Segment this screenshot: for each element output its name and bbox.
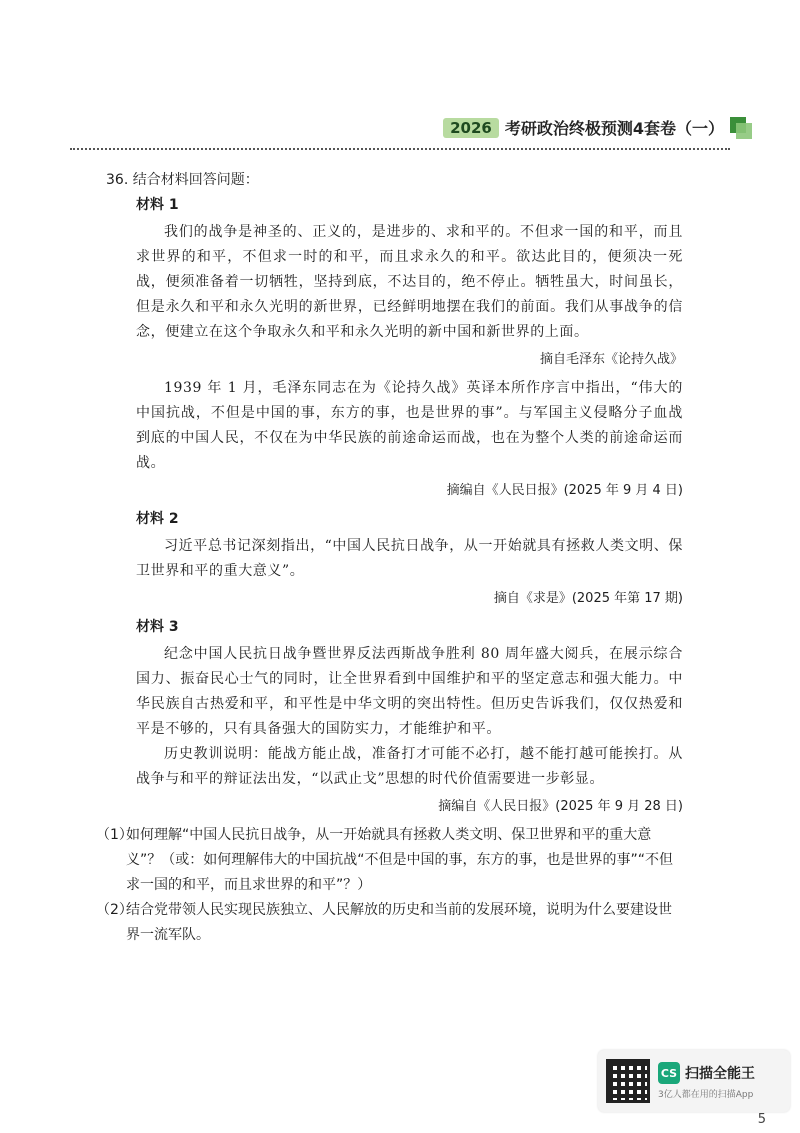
material-2-paragraph: 习近平总书记深刻指出，“中国人民抗日战争，从一开始就具有拯救人类文明、保卫世界和平的重大意义”。 [136,538,683,579]
material-1-paragraph: 我们的战争是神圣的、正义的，是进步的、求和平的。不但求一国的和平，而且求世界的和平，不但求一时的和平，而且求永久的和平。欲达此目的，便须决一死战，便须准备着一切牺牲，坚持到底，不达目的，绝不停止。牺牲虽大，时间虽长，但是永久和平和永久光明的新世界，已经鲜明地摆在我们的前面。我们从事战争的信念，便建立在这个争取永久和平和永久光明的新中国和新世界的上面。 [136,224,683,340]
page-number: 5 [757,1112,766,1127]
year-badge: 2026 [443,118,499,138]
scanner-watermark [598,1050,790,1112]
corner-mark-icon [730,117,752,139]
material-2-title: 材料 2 [136,511,179,527]
page-header [443,116,752,139]
scanner-app-name: 扫描全能王 [685,1066,755,1082]
qr-code-icon [606,1059,650,1103]
subquestion-text: 如何理解“中国人民抗日战争，从一开始就具有拯救人类文明、保卫世界和平的重大意义”？（或：如何理解伟大的中国抗战“不但是中国的事，东方的事，也是世界的事”“不但求一国的和平，而且求世界的和平”？） [126,827,674,893]
material-1-source-2: 摘编自《人民日报》(2025 年 9 月 4 日) [446,483,683,498]
material-3-paragraph: 纪念中国人民抗日战争暨世界反法西斯战争胜利 80 周年盛大阅兵，在展示综合国力、振奋民心士气的同时，让全世界看到中国维护和平的坚定意志和强大能力。中华民族自古热爱和平，和平性是中华文明的突出特性。但历史告诉我们，仅仅热爱和平是不够的，只有具备强大的国防实力，才能维护和平。 [136,646,683,737]
subquestion-text: 结合党带领人民实现民族独立、人民解放的历史和当前的发展环境，说明为什么要建设世界一流军队。 [126,902,672,943]
subquestion-1 [96,823,683,898]
book-title: 考研政治终极预测4套卷（一） [504,119,724,138]
subquestion-2 [96,898,683,948]
subquestion-number: （2） [96,902,133,918]
material-1-title: 材料 1 [136,197,179,213]
header-divider [70,148,730,150]
material-1-source: 摘自毛泽东《论持久战》 [539,352,683,367]
material-3-title: 材料 3 [136,619,179,635]
material-2-source: 摘自《求是》(2025 年第 17 期) [493,591,683,606]
camscanner-logo-icon: CS [658,1062,680,1084]
material-1-paragraph-2: 1939 年 1 月，毛泽东同志在为《论持久战》英译本所作序言中指出，“伟大的中国抗战，不但是中国的事，东方的事，也是世界的事”。与军国主义侵略分子血战到底的中国人民，不仅在为中华民族的前途命运而战，也在为整个人类的前途命运而战。 [136,380,683,471]
subquestion-number: （1） [96,827,133,843]
question-body [96,168,683,948]
material-3-paragraph-2: 历史教训说明：能战方能止战，准备打才可能不必打，越不能打越可能挨打。从战争与和平的辩证法出发，“以武止戈”思想的时代价值需要进一步彰显。 [136,746,683,787]
question-heading: 36. 结合材料回答问题： [106,172,259,188]
material-3-source: 摘编自《人民日报》(2025 年 9 月 28 日) [438,799,683,814]
scanner-tagline: 3亿人都在用的扫描App [658,1090,754,1100]
